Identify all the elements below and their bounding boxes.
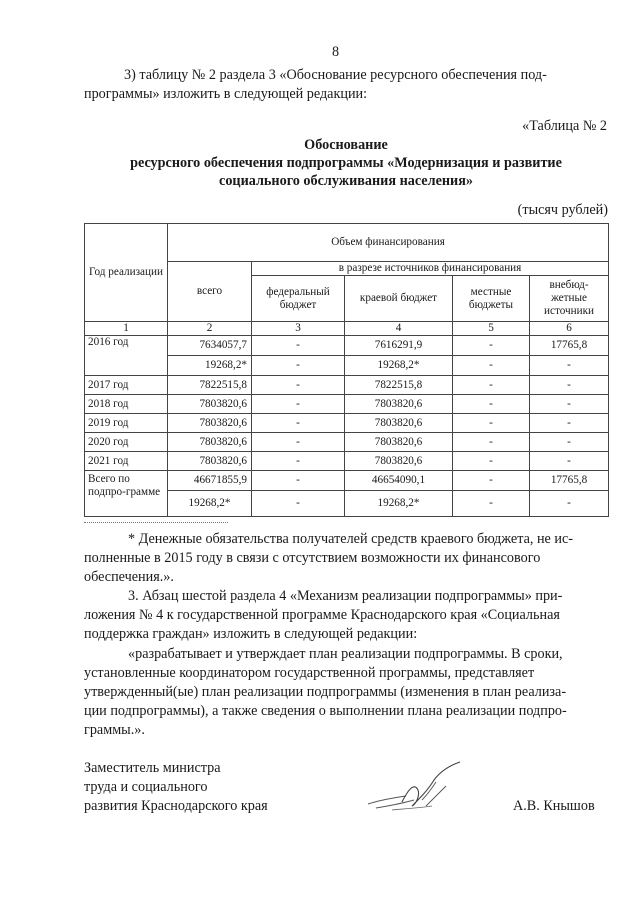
intro-line-1: 3) таблицу № 2 раздела 3 «Обоснование ресурсного обеспечения под- — [124, 67, 547, 83]
para3-line-3: поддержка граждан» изложить в следующей редакции: — [84, 626, 418, 642]
table-row — [85, 336, 609, 356]
table-row — [85, 471, 609, 491]
header-local: местные бюджеты — [453, 276, 530, 322]
cell-total: 7803820,6 — [168, 433, 252, 452]
cell-extra: - — [530, 433, 609, 452]
para3-line-2: ложения № 4 к государственной программе Краснодарского края «Социальная — [84, 607, 560, 623]
header-volume: Объем финансирования — [168, 224, 609, 262]
cell-total: 7634057,7 — [168, 336, 252, 356]
cell-extra: 17765,8 — [530, 471, 609, 491]
quote-line-4: ции подпрограммы), а также сведения о выполнении плана реализации подпро- — [84, 703, 567, 719]
col-number: 3 — [252, 322, 345, 336]
para3-line-1: 3. Абзац шестой раздела 4 «Механизм реализации подпрограммы» при- — [128, 588, 563, 604]
cell-regional: 7803820,6 — [345, 452, 453, 471]
header-federal: федеральный бюджет — [252, 276, 345, 322]
cell-federal: - — [252, 452, 345, 471]
signatory-title-line-1: Заместитель министра — [84, 760, 221, 776]
cell-local: - — [453, 414, 530, 433]
cell-total: 7822515,8 — [168, 376, 252, 395]
signatory-title-line-2: труда и социального — [84, 779, 208, 795]
units-label: (тысяч рублей) — [517, 202, 608, 218]
table-row — [85, 395, 609, 414]
cell-extra: - — [530, 395, 609, 414]
cell-extra: - — [530, 491, 609, 517]
cell-local: - — [453, 491, 530, 517]
cell-federal: - — [252, 356, 345, 376]
cell-extra: - — [530, 452, 609, 471]
row-year: 2018 год — [85, 395, 168, 414]
cell-federal: - — [252, 491, 345, 517]
title-line-3: социального обслуживания населения» — [219, 173, 473, 189]
cell-total: 46671855,9 — [168, 471, 252, 491]
cell-local: - — [453, 471, 530, 491]
col-number: 2 — [168, 322, 252, 336]
table-row — [85, 376, 609, 395]
table-row — [85, 414, 609, 433]
cell-regional: 7822515,8 — [345, 376, 453, 395]
header-by-source: в разрезе источников финансирования — [252, 262, 609, 276]
footnote-line-3: обеспечения.». — [84, 569, 174, 585]
cell-extra: 17765,8 — [530, 336, 609, 356]
page-number: 8 — [332, 44, 340, 60]
row-year: 2019 год — [85, 414, 168, 433]
col-number: 6 — [530, 322, 609, 336]
quote-line-3: утвержденный(ые) план реализации подпрограммы (изменения в план реализа- — [84, 684, 567, 700]
cell-federal: - — [252, 376, 345, 395]
cell-total: 7803820,6 — [168, 452, 252, 471]
cell-local: - — [453, 433, 530, 452]
cell-federal: - — [252, 471, 345, 491]
cell-local: - — [453, 452, 530, 471]
cell-federal: - — [252, 395, 345, 414]
cell-local: - — [453, 395, 530, 414]
row-year: 2021 год — [85, 452, 168, 471]
header-regional: краевой бюджет — [345, 276, 453, 322]
footnote-rule — [84, 522, 228, 523]
financing-table — [84, 223, 609, 517]
cell-regional: 7803820,6 — [345, 395, 453, 414]
cell-regional: 7803820,6 — [345, 433, 453, 452]
footnote-line-1: * Денежные обязательства получателей средств краевого бюджета, не ис- — [128, 531, 574, 547]
intro-line-2: программы» изложить в следующей редакции: — [84, 86, 368, 102]
header-extra: внебюд-жетные источники — [530, 276, 609, 322]
cell-total: 7803820,6 — [168, 414, 252, 433]
cell-extra: - — [530, 376, 609, 395]
title-line-1: Обоснование — [304, 137, 388, 153]
header-total: всего — [168, 262, 252, 322]
cell-federal: - — [252, 433, 345, 452]
table-row — [85, 433, 609, 452]
row-year: 2017 год — [85, 376, 168, 395]
header-year: Год реализации — [85, 224, 168, 322]
cell-regional: 7616291,9 — [345, 336, 453, 356]
quote-line-2: установленные координатором государственной программы, представляет — [84, 665, 535, 681]
cell-extra: - — [530, 356, 609, 376]
title-line-2: ресурсного обеспечения подпрограммы «Модернизация и развитие — [130, 155, 562, 171]
cell-local: - — [453, 376, 530, 395]
footnote-line-2: полненные в 2015 году в связи с отсутствием возможности их финансового — [84, 550, 541, 566]
row-year: 2020 год — [85, 433, 168, 452]
cell-local: - — [453, 336, 530, 356]
cell-total: 19268,2* — [168, 491, 252, 517]
cell-federal: - — [252, 336, 345, 356]
handwritten-signature — [362, 760, 472, 820]
cell-regional: 19268,2* — [345, 356, 453, 376]
row-year: Всего по подпро-грамме — [85, 471, 168, 517]
cell-local: - — [453, 356, 530, 376]
quote-line-1: «разрабатывает и утверждает план реализации подпрограммы. В сроки, — [128, 646, 563, 662]
cell-total: 19268,2* — [168, 356, 252, 376]
signatory-title-line-3: развития Краснодарского края — [84, 798, 268, 814]
cell-federal: - — [252, 414, 345, 433]
table-row — [85, 452, 609, 471]
cell-total: 7803820,6 — [168, 395, 252, 414]
col-number: 4 — [345, 322, 453, 336]
cell-regional: 46654090,1 — [345, 471, 453, 491]
signatory-name: А.В. Кнышов — [513, 798, 595, 814]
col-number: 1 — [85, 322, 168, 336]
cell-regional: 19268,2* — [345, 491, 453, 517]
cell-extra: - — [530, 414, 609, 433]
row-year: 2016 год — [85, 336, 168, 376]
quote-line-5: граммы.». — [84, 722, 145, 738]
col-number: 5 — [453, 322, 530, 336]
table-caption: «Таблица № 2 — [522, 118, 607, 134]
cell-regional: 7803820,6 — [345, 414, 453, 433]
